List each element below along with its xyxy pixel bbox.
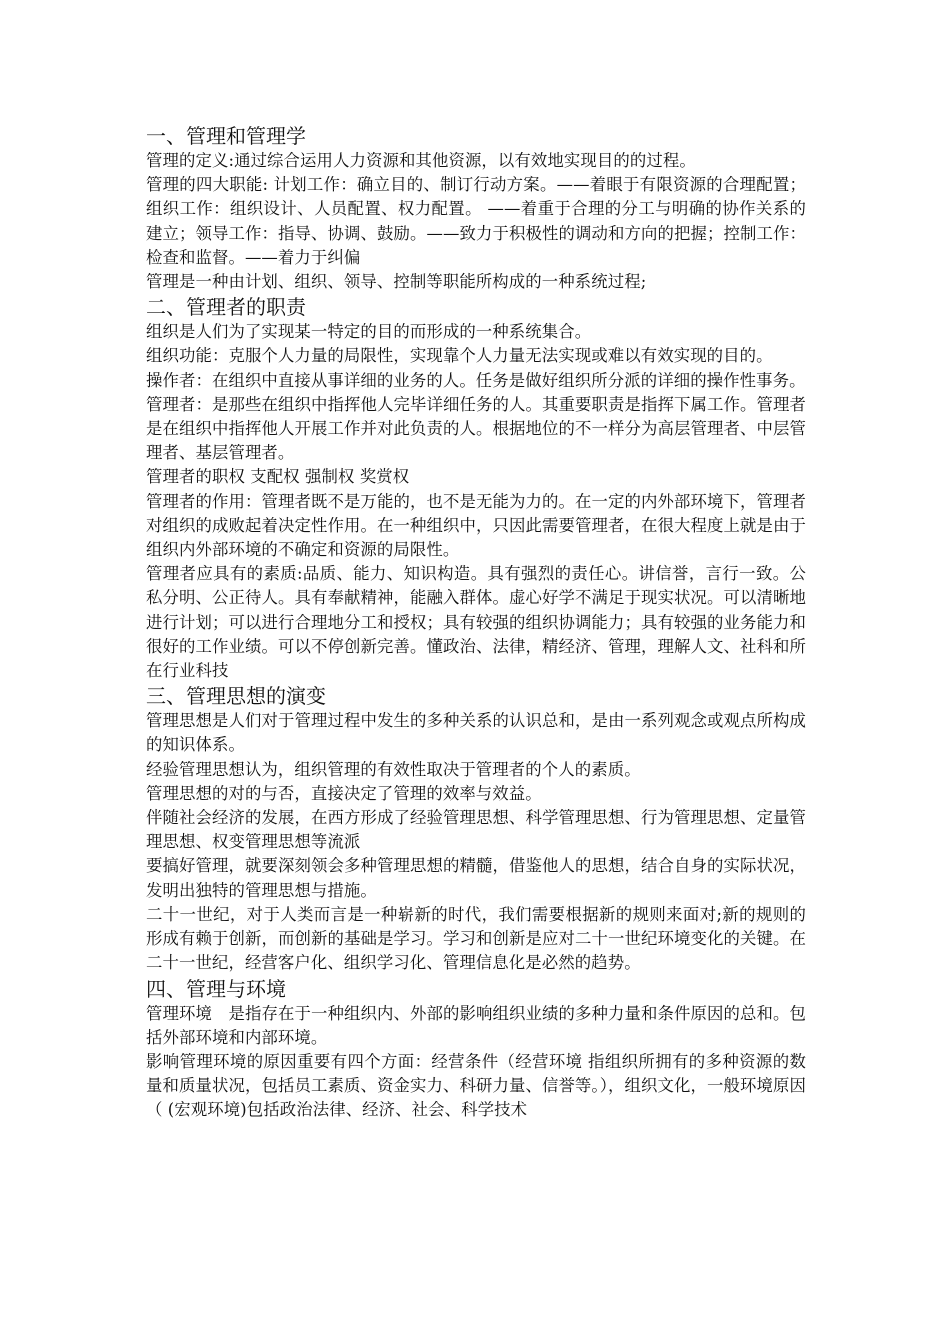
paragraph: 经验管理思想认为，组织管理的有效性取决于管理者的个人的素质。 [146,759,641,779]
paragraph: 管理思想是人们对于管理过程中发生的多种关系的认识总和，是由一系列观念或观点所构成的知识体系。 [146,711,806,755]
paragraph: 操作者：在组织中直接从事详细的业务的人。任务是做好组织所分派的详细的操作性事务。 [146,370,806,390]
paragraph: 管理是一种由计划、组织、领导、控制等职能所构成的一种系统过程; [146,272,647,292]
section-heading: 三、管理思想的演变 [146,684,326,709]
paragraph: 管理者的职权 支配权 强制权 奖赏权 [146,467,410,487]
section-2 [146,294,806,683]
paragraph: 管理者应具有的素质:品质、能力、知识构造。具有强烈的责任心。讲信誉，言行一致。公私分明、公正待人。具有奉献精神，能融入群体。虚心好学不满足于现实状况。可以清晰地进行计划；可以进行合理地分工和授权；具有较强的组织协调能力；具有较强的业务能力和很好的工作业绩。可以不停创新完善。懂政治、法律，精经济、管理，理解人文、社科和所在行业科技 [146,564,806,681]
paragraph: 影响管理环境的原因重要有四个方面：经营条件（经营环境 指组织所拥有的多种资源的数量和质量状况，包括员工素质、资金实力、科研力量、信誉等。），组织文化，一般环境原因（ (宏观环境)包括政治法律、经济、社会、科学技术 [146,1051,806,1120]
paragraph: 管理的定义:通过综合运用人力资源和其他资源，以有效地实现目的的过程。 [146,151,696,170]
paragraph: 二十一世纪，对于人类而言是一种崭新的时代，我们需要根据新的规则来面对;新的规则的形成有赖于创新，而创新的基础是学习。学习和创新是应对二十一世纪环境变化的关键。在二十一世纪，经营客户化、组织学习化、管理信息化是必然的趋势。 [146,904,806,973]
paragraph: 管理环境 是指存在于一种组织内、外部的影响组织业绩的多种力量和条件原因的总和。包括外部环境和内部环境。 [146,1003,806,1047]
paragraph: 管理的四大职能: 计划工作：确立目的、制订行动方案。——着眼于有限资源的合理配置；组织工作：组织设计、人员配置、权力配置。 ——着重于合理的分工与明确的协作关系的建立；领导工作：指导、协调、鼓励。——致力于积极性的调动和方向的把握；控制工作：检查和监督。——着力于纠偏 [146,175,806,267]
paragraph: 管理思想的对的与否，直接决定了管理的效率与效益。 [146,783,542,803]
paragraph: 管理者的作用：管理者既不是万能的，也不是无能为力的。在一定的内外部环境下，管理者对组织的成败起着决定性作用。在一种组织中，只因此需要管理者，在很大程度上就是由于组织内外部环境的不确定和资源的局限性。 [146,491,806,560]
section-heading: 一、管理和管理学 [146,124,306,148]
section-heading: 二、管理者的职责 [146,295,306,320]
section-heading: 四、管理与环境 [146,976,286,1001]
paragraph: 要搞好管理，就要深刻领会多种管理思想的精髓，借鉴他人的思想，结合自身的实际状况，发明出独特的管理思想与措施。 [146,856,806,900]
paragraph: 组织是人们为了实现某一特定的目的而形成的一种系统集合。 [146,322,592,342]
section-1 [146,123,806,294]
paragraph: 管理者：是那些在组织中指挥他人完毕详细任务的人。其重要职责是指挥下属工作。管理者是在组织中指挥他人开展工作并对此负责的人。根据地位的不一样分为高层管理者、中层管理者、基层管理者。 [146,394,806,463]
section-3 [146,683,806,975]
paragraph: 伴随社会经济的发展，在西方形成了经验管理思想、科学管理思想、行为管理思想、定量管理思想、权变管理思想等流派 [146,808,806,852]
document-body [146,123,806,1123]
paragraph: 组织功能：克服个人力量的局限性，实现靠个人力量无法实现或难以有效实现的目的。 [146,346,773,366]
section-4 [146,976,806,1123]
